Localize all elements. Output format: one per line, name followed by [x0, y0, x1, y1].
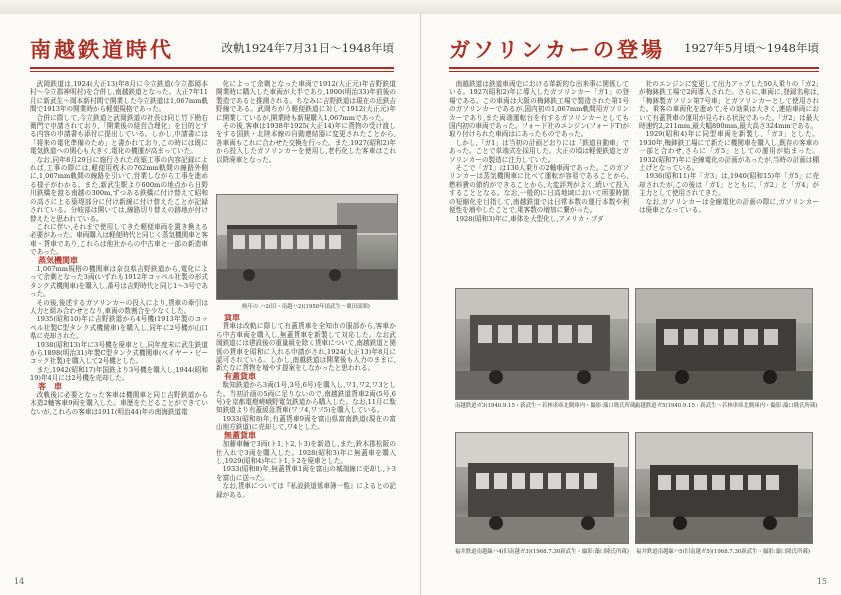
- paragraph: そこで「ガ1」は130人乗りの2軸車両であった。このガソリンカーは蒸気機関車に比べて運転が容易であることから,燃料費の節約ができることから,大変評判がよく,続いて投入することとなる。なお,一般的に日高地域において所要時間の短縮化を目指して,南越鉄道では日常本数の運行本数や利便性を増やしたことで,乗客数の増加に繋がった。: [449, 164, 629, 215]
- railcar-photo: [216, 194, 398, 300]
- photo-caption: 南越鉄道ガ3(1940.9.15・新武生〜若林車庫北側庫内・撮影:藻口隆氏所蔵): [455, 403, 638, 409]
- right-column-2: [639, 80, 819, 278]
- paragraph: 社のエンジンに変更して出力アップした50人乗りの「ガ2」が梅鉢鉄工場で2両導入された。さらに,車両に,登録名称は,「梅鉢製ガソリン第7号車」とガソリンカーとして使用された。乗客の車両化を進めて,その効果は大きく,連結車両において有蓋貨車の運用が見られる状況であった。「ガ2」は最大時速約2,211mm,最大幅800mm,最大高さ324mmである。: [639, 80, 819, 131]
- right-page: [421, 14, 841, 595]
- paragraph: なお,ガソリンカーは全線電化の計画の際に,ガソリンカーは廃車となっている。: [639, 197, 819, 215]
- photo-caption: 晩年の ハ2(旧・南越ハ2)(1950年頃武生〜粟田部間): [242, 304, 370, 310]
- left-column-1: [30, 80, 208, 580]
- paragraph: しかし,「ガ1」は当初の計画どおりには「鉄道自動車」であった。ことで単端式を採用した。大正の頃は軽便鉄道とガソリンカーの製造に注力していた。: [449, 138, 629, 164]
- left-page-period: 改軌1924年7月31日〜1948年頃: [221, 41, 394, 55]
- railcar-illustration: [636, 433, 812, 543]
- paragraph: 1938(昭和13)年に3号機を廃車とし,同年度末に武生鉄道から1898(明治31)年製C型タンク式機関車(ベイヤー・ピーコック社製)を購入して2号機とした。: [30, 340, 208, 366]
- page-number: 15: [816, 577, 827, 586]
- title-rule: [30, 67, 394, 69]
- railcar-photo: [635, 432, 813, 544]
- photo-caption: 福井鉄道南越線ハ5(旧南越ガ5)(1968.7.30新武生・撮影:藻口隆氏所蔵): [636, 549, 810, 555]
- right-page-title: ガソリンカーの登場: [449, 38, 665, 62]
- photo-caption: 福井鉄道南越線ハ4(旧南越ガ3)(1968.7.30新武生・撮影:藻口隆氏所蔵): [455, 549, 629, 555]
- left-column-2-bottom: [216, 314, 396, 580]
- title-rule-thin: [30, 71, 394, 72]
- railcar-illustration: [217, 195, 397, 299]
- right-page-period: 1927年5月頃〜1948年頃: [684, 41, 819, 55]
- railcar-photo: [635, 288, 813, 400]
- paragraph: 1936(昭和11)年「ガ3」は,1940(昭和15)年「ガ5」に売却されたが,この後は「ガ1」とともに,「ガ2」と「ガ4」が主力として使用されてきた。: [639, 172, 819, 198]
- paragraph: 加藤車輛で3両(ト1,ト2,ト3)を新造し,また,鈴木郡松阪の仕入れで3両を購入した。1928(昭和3)年に無蓋車を購入し,1929(昭和4)年にト1,ト2を廃車とした。: [216, 440, 396, 465]
- paragraph: 合併に際して,今立鉄道と武岡鉄道の社長は同じ竹下勘右衛門で申請されており,「開業後の経営合理化」を目的とする内容の申請書も添付に提出している。しかし,申請書には「将来の電化準備のため」と書かれており,この時には既に電気鉄道への関心も大きく,電化の機運が高まっていた。: [30, 113, 208, 156]
- railcar-photo: [455, 432, 629, 544]
- paragraph: 1928(昭和3)年に,車体を大型化し,アメリカ・ブダ: [455, 214, 604, 223]
- paragraph: 南越鉄道は鉄道車両史における革新的な出来事に関係している。1927(昭和2)年に導入したガソリンカー「ガ1」の登場である。この車両は大阪の梅鉢鉄工場で製造された第1号のガソリンカーであるが,国内初の1,067mm軌間用ガソリンカーであり,また両端運転台を有するガソリンカーとしても国内初の車両であった。フォード社のエンジン(フォードT)が取り付けられた車両はにあったものであった。: [449, 80, 629, 139]
- railcar-illustration: [636, 289, 812, 399]
- paragraph: 化によって余剰となった車両で1912(大正元)年吉野鉄道開業時に購入した車両が大半であり,1900(明治33)年前後の製造であると推測される。ちなみに吉野鉄道は現在の近鉄吉野線である。武岡ちがう軽便鉄道に対して1912(大正元)年に開業しているが,開業時も新規購入1,067mmであった。: [216, 80, 396, 122]
- paragraph: 1935(昭和10)年に吉野鉄道から4号機(1913年製のコッペル社製C型タンク式機関車)を購入し,同年に2号機が山口県に売却された。: [30, 315, 208, 341]
- paragraph: 駄知鉄道から3両(1号,3号,6号)を購入し,ワ1,ワ2,ワ3とした。当初計画の5両に足りないので,南越鉄道貨車2両(5号,6号)を京都電燈嵯峨野電気鉄道から購入した。なお,11月に駄知鉄道より有蓋緩急貨車(ワフ4,ワフ5)を購入している。: [216, 381, 396, 415]
- paragraph: 1933(昭和8)年,無蓋貨車1両を富山の城端線に売却し,ト3を富山に送った。: [216, 465, 396, 482]
- left-page: [0, 14, 420, 595]
- paragraph: その後,客車は1938年1925(大正14)年に貨物の受け渡しをする国鉄・北陸本線の自動連結器に変更されたことから,各車両もこれに合わせた交換を行った。また,1927(昭和2)年から投入したガソリンカーを使用し,老朽化した客車はこれ以降廃車となった。: [216, 122, 396, 164]
- paragraph: 1,067mm規格の機関車は奈良県吉野鉄道から,電化によって余剰となった3両(いずれも1912年コッペル社製の形式タンク式機関車)を購入し,番号は吉野時代と同じ1〜3号であった。: [30, 264, 208, 299]
- left-page-title: 南越鉄道時代: [30, 38, 174, 62]
- paragraph: 貨車は改軌に際して有蓋貨車を全知市の服部から,客車から中古車両を購入し,無蓋貨車を新製して対応した。なお武岡鉄道には建設後の重量級を除く貨車について,南越鉄道と関係の貨車を昭和に入れる申請がされ,1924(大正13)年8月に認可されている。しかし,南越鉄道は開業後も人力のままに,新たなに貨物を増やす提案をしなかったと思われる。: [216, 322, 396, 373]
- railcar-illustration: [456, 433, 628, 543]
- paragraph: その後,後述するガソリンカーの投入により,貨車の牽引は人力と組み合わせとなり,車両の数割合を少なくした。: [30, 298, 208, 315]
- paragraph: なお,同年8月29日に施行された改築工事の内容記録によれば,工事の際には,軽便用枕木の762mm軌間の線路外側に,1,067mm軌間の線路を引いて,営業しながら工事を進める様子がわかる。また,新武生駅より600mの地点から日野川鉄橋を渡る南越の300m,ずつある鉄橋に付け替えて昭和の高さに上る築堤部分に付け新線に付け替えたことが記録されている。分岐部は開いては,線路切り替えの跡地が付け替えたと思われている。: [30, 155, 208, 223]
- section-heading: 蒸気機関車: [38, 255, 78, 265]
- left-header: [30, 34, 394, 74]
- book-top-edge: [0, 0, 841, 15]
- paragraph: なお,貨車については『私設鉄道係車簿一覧』によるとの記録がある。: [216, 482, 396, 499]
- photo-caption: 南越鉄道ガ5(1940.9.15・新武生〜若林車庫北側庫内・撮影:藻口隆氏所蔵): [635, 403, 818, 409]
- railcar-illustration: [456, 289, 628, 399]
- section-heading: 無蓋貨車: [224, 430, 256, 440]
- paragraph: 1933(昭和8)年,有蓋貨車9両を富山県富南鉄道(現在の富山地方鉄道)に売却して,ワ4とした。: [216, 414, 396, 432]
- section-heading: 貨車: [224, 314, 240, 322]
- right-column-1: [449, 80, 629, 284]
- page-number: 14: [14, 577, 25, 586]
- section-heading: 有蓋貨車: [224, 371, 256, 381]
- paragraph: また,1942(昭和17)年国鉄より3号機を購入し,1944(昭和19)年4月には2号機を売却した。: [30, 365, 208, 383]
- right-header: [449, 34, 819, 74]
- paragraph: 1929(昭和4)年に同型車両を新製し,「ガ3」とした。1930年,梅鉢鉄工場にて新たに機関車を購入し,既存の客車の一部と合わせ,さらに「ガ5」としての運用が始まった。1932(昭和7)年に全線電化の計画があったが,当時の計画は棚上げとなっている。: [639, 130, 819, 173]
- paragraph: これに伴い,それまで使用してきた軽便車両を置き換える必要があった。車両購入は軽便時代と同じく蒸気機関車と客車・貨車であり,これらは他社からの中古車と一部の新造車であった。: [30, 222, 208, 257]
- title-rule: [449, 67, 819, 69]
- left-column-2-top: [216, 80, 396, 190]
- title-rule-thin: [449, 71, 819, 72]
- railcar-photo: [455, 288, 629, 400]
- section-heading: 客 車: [38, 381, 62, 391]
- paragraph: 武岡鉄道は,1924(大正13)年8月に今立鉄道(今立郡岡本村〜今立郡神明村)を合併し,南越鉄道となった。大正7年11月に新武生〜岡本新村間で開業した今立鉄道は1,067mm軌間で1913年の開業時から軽便規格であった。: [30, 80, 208, 114]
- paragraph: 改軌後に必要となった客車は機関車と同じ吉野鉄道から木造2軸客車9両を購入した。車歴をたどることができていないが,これらの客車は1911(明治44)年の南海鉄道電: [30, 391, 208, 416]
